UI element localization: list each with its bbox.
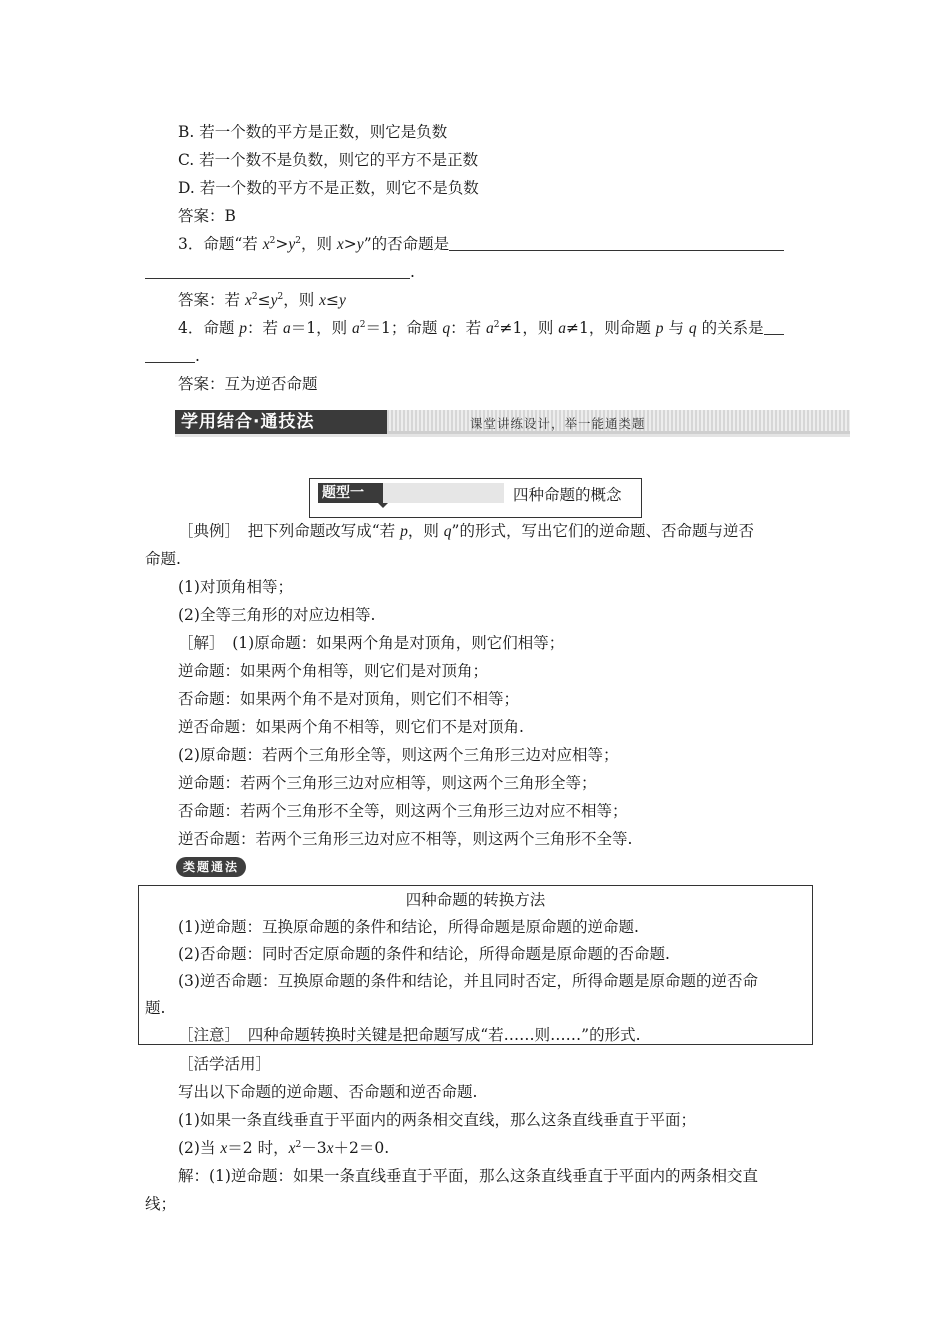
example-prompt-cont: 命题. — [145, 550, 181, 568]
method-box — [138, 885, 813, 1045]
practice-solution-cont: 线； — [145, 1195, 177, 1213]
section-banner — [175, 408, 850, 438]
type-tag-label: 题型一 — [322, 485, 364, 501]
answer-blank-cont — [145, 264, 410, 279]
method-note: ［注意］ 四种命题转换时关键是把命题写成“若……则……”的形式. — [178, 1026, 641, 1044]
type-title: 四种命题的概念 — [513, 486, 622, 504]
solution-line-2: 逆命题：如果两个角相等，则它们是对顶角； — [178, 662, 489, 680]
answer-blank — [449, 236, 784, 251]
answer-blank-4-cont — [145, 348, 195, 363]
method-3-cont: 题. — [145, 999, 166, 1017]
method-1: (1)逆命题：互换原命题的条件和结论，所得命题是原命题的逆命题. — [178, 918, 639, 936]
solution-line-4: 逆否命题：如果两个角不相等，则它们不是对顶角. — [178, 718, 524, 736]
method-2: (2)否命题：同时否定原命题的条件和结论，所得命题是原命题的否命题. — [178, 945, 670, 963]
solution-line-8: 逆否命题：若两个三角形三边对应不相等，则这两个三角形不全等. — [178, 830, 633, 848]
method-title: 四种命题的转换方法 — [405, 891, 546, 909]
practice-item-1: (1)如果一条直线垂直于平面内的两条相交直线，那么这条直线垂直于平面； — [178, 1111, 696, 1129]
category-pill: 类题通法 — [176, 857, 246, 877]
practice-head: ［活学活用］ — [178, 1055, 272, 1073]
banner-subtitle: 课堂讲练设计，举一能通类题 — [470, 416, 646, 431]
solution-line-3: 否命题：如果两个角不是对顶角，则它们不相等； — [178, 690, 520, 708]
question-3: 3．命题“若 $x^2>y^2$，则 x>y”的否命题是 — [178, 234, 784, 255]
practice-intro: 写出以下命题的逆命题、否命题和逆否命题. — [178, 1083, 478, 1101]
example-item-1: (1)对顶角相等； — [178, 578, 293, 596]
example-item-2: (2)全等三角形的对应边相等. — [178, 606, 376, 624]
answer-4: 答案：互为逆否命题 — [178, 375, 318, 393]
solution-line-1: ［解］ (1)原命题：如果两个角是对顶角，则它们相等； — [178, 634, 565, 652]
solution-line-5: (2)原命题：若两个三角形全等，则这两个三角形三边对应相等； — [178, 746, 619, 764]
banner-title: 学用结合·通技法 — [175, 410, 387, 434]
method-3: (3)逆否命题：互换原命题的条件和结论，并且同时否定，所得命题是原命题的逆否命 — [178, 972, 758, 990]
practice-item-2: (2)当 x＝2 时，$x^2-3x+2=0$. — [178, 1139, 390, 1157]
type-tag — [318, 483, 504, 503]
option-c: C. 若一个数不是负数，则它的平方不是正数 — [178, 151, 479, 169]
banner-shadow — [175, 434, 850, 437]
practice-solution: 解：(1)逆命题：如果一条直线垂直于平面，那么这条直线垂直于平面内的两条相交直 — [178, 1167, 758, 1185]
option-d: D. 若一个数的平方不是正数，则它不是负数 — [178, 179, 479, 197]
answer-2: 答案：B — [178, 207, 236, 225]
question-4: 4．命题 p：若 a＝1，则 $a^2=1$；命题 q：若 $a^2\ne 1$，则 a≠1，则命题 p 与 q 的关系是 — [178, 318, 784, 339]
question-3-cont: . — [145, 262, 415, 282]
option-b: B. 若一个数的平方是正数，则它是负数 — [178, 123, 448, 141]
tag-notch-icon — [378, 503, 388, 508]
question-4-cont: . — [145, 346, 200, 366]
solution-line-7: 否命题：若两个三角形不全等，则这两个三角形三边对应不相等； — [178, 802, 628, 820]
answer-blank-4 — [764, 320, 784, 335]
solution-line-6: 逆命题：若两个三角形三边对应相等，则这两个三角形全等； — [178, 774, 597, 792]
type-box — [309, 478, 642, 518]
example-prompt: ［典例］ 把下列命题改写成“若 p，则 q”的形式，写出它们的逆命题、否命题与逆否 — [178, 522, 754, 540]
answer-3: 答案：若 $x^2\le y^2$，则 x≤y — [178, 291, 346, 309]
